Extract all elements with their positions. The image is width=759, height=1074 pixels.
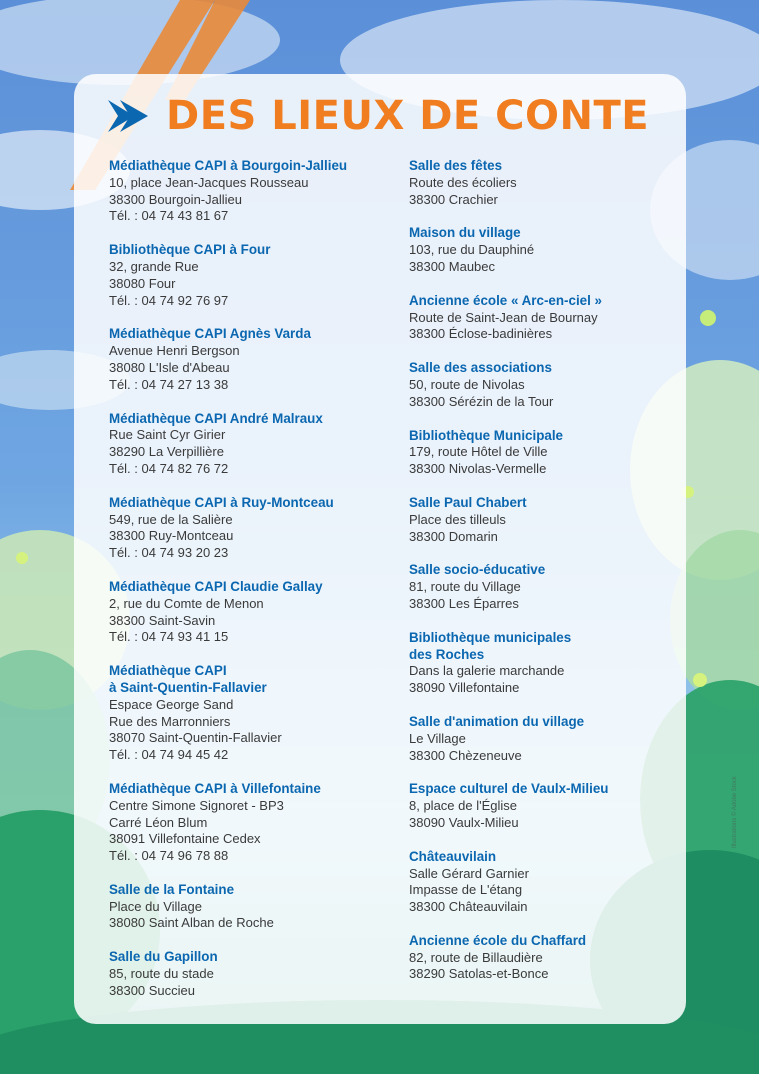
- venue-entry: [409, 714, 679, 764]
- venue-name: Médiathèque CAPI à Bourgoin-Jallieu: [109, 158, 348, 173]
- venue-address-line: 50, route de Nivolas: [409, 376, 525, 392]
- venue-name: Bibliothèque Municipale: [409, 427, 563, 443]
- venue-name: Bibliothèque municipales: [409, 629, 572, 645]
- venue-entry: [109, 326, 399, 393]
- venue-address-line: 85, route du stade: [109, 966, 214, 982]
- venue-address-line: 38300 Châteauvilain: [409, 899, 528, 915]
- venue-address-line: 10, place Jean-Jacques Rousseau: [109, 174, 309, 190]
- venue-name: Médiathèque CAPI Agnès Varda: [109, 326, 311, 342]
- venue-entry: [109, 495, 399, 562]
- venue-address-line: 38300 Saint-Savin: [109, 612, 216, 628]
- venue-address-line: 38080 Four: [109, 275, 176, 291]
- page-title: DES LIEUX DE CONTE: [166, 93, 650, 139]
- venue-address-line: Rue des Marronniers: [109, 713, 231, 729]
- venue-entry: [409, 933, 679, 983]
- venue-address-line: 8, place de l'Église: [409, 798, 517, 814]
- venue-entry: [109, 949, 399, 999]
- venue-address-line: 38080 Saint Alban de Roche: [109, 915, 274, 931]
- venue-address-line: 38090 Villefontaine: [409, 680, 520, 696]
- image-credit: Illustrations © Adobe Stock: [732, 776, 738, 848]
- venue-address-line: Route de Saint-Jean de Bournay: [409, 309, 598, 325]
- venue-address-line: 38300 Maubec: [409, 258, 496, 274]
- venue-name: Bibliothèque CAPI à Four: [109, 242, 271, 258]
- venue-name: Ancienne école « Arc-en-ciel »: [409, 292, 603, 308]
- venue-name: Médiathèque CAPI à Villefontaine: [109, 780, 321, 796]
- right-venue-column: [409, 158, 679, 1000]
- venue-name: à Saint-Quentin-Fallavier: [109, 679, 267, 695]
- venue-address-line: 38300 Succieu: [109, 982, 196, 998]
- venue-address-line: 103, rue du Dauphiné: [409, 242, 535, 258]
- venue-address-line: 81, route du Village: [409, 579, 521, 595]
- venue-address-line: 38300 Les Éparres: [409, 595, 519, 611]
- venue-phone: Tél. : 04 74 96 78 88: [109, 848, 229, 864]
- venue-entry: [409, 630, 679, 697]
- venue-address-line: 38300 Éclose-badinières: [409, 326, 553, 342]
- venue-address-line: Espace George Sand: [109, 696, 234, 712]
- venue-entry: [409, 495, 679, 545]
- venue-address-line: 38290 La Verpillière: [109, 444, 224, 460]
- venue-phone: Tél. : 04 74 92 76 97: [109, 292, 229, 308]
- venue-entry: [409, 360, 679, 410]
- venue-address-line: 38091 Villefontaine Cedex: [109, 831, 261, 847]
- venue-address-line: Le Village: [409, 730, 466, 746]
- venue-address-line: Rue Saint Cyr Girier: [109, 427, 226, 443]
- venue-name: Espace culturel de Vaulx-Milieu: [409, 781, 609, 797]
- venue-address-line: 38300 Chèzeneuve: [409, 747, 522, 763]
- venue-address-line: 38300 Domarin: [409, 528, 498, 544]
- venue-address-line: Place du Village: [109, 898, 202, 914]
- venue-entry: [109, 663, 399, 764]
- chevron-right-icon: [108, 96, 152, 136]
- venue-entry: [409, 225, 679, 275]
- venue-address-line: 38300 Ruy-Montceau: [109, 528, 234, 544]
- venue-phone: Tél. : 04 74 93 41 15: [109, 629, 229, 645]
- venue-phone: Tél. : 04 74 94 45 42: [109, 747, 229, 763]
- venue-name: Salle Paul Chabert: [409, 494, 527, 510]
- venue-name: Médiathèque CAPI à Ruy-Montceau: [109, 494, 334, 510]
- venue-name: Salle du Gapillon: [109, 949, 218, 965]
- venue-entry: [409, 849, 679, 916]
- venue-address-line: Impasse de L'étang: [409, 882, 523, 898]
- venue-name: Maison du village: [409, 225, 521, 241]
- venue-address-line: Carré Léon Blum: [109, 814, 208, 830]
- venue-name: Châteauvilain: [409, 848, 497, 864]
- venue-address-line: Avenue Henri Bergson: [109, 343, 240, 359]
- venue-entry: [109, 411, 399, 478]
- venue-address-line: Centre Simone Signoret - BP3: [109, 797, 284, 813]
- venue-name: Médiathèque CAPI: [109, 663, 227, 679]
- venue-entry: [409, 293, 679, 343]
- venue-address-line: Dans la galerie marchande: [409, 663, 565, 679]
- venue-phone: Tél. : 04 74 93 20 23: [109, 545, 229, 561]
- venue-entry: [109, 158, 399, 225]
- venue-entry: [109, 882, 399, 932]
- venue-entry: [409, 562, 679, 612]
- venue-address-line: Route des écoliers: [409, 174, 517, 190]
- venue-address-line: 32, grande Rue: [109, 258, 199, 274]
- venue-name: Salle de la Fontaine: [109, 881, 235, 897]
- venue-address-line: 38300 Sérézin de la Tour: [409, 393, 554, 409]
- venue-address-line: Salle Gérard Garnier: [409, 865, 529, 881]
- venue-name: Médiathèque CAPI André Malraux: [109, 410, 323, 426]
- venue-entry: [109, 781, 399, 865]
- venue-address-line: 549, rue de la Salière: [109, 511, 233, 527]
- venue-name: Salle socio-éducative: [409, 562, 546, 578]
- venue-address-line: 38090 Vaulx-Milieu: [409, 814, 519, 830]
- venue-phone: Tél. : 04 74 82 76 72: [109, 460, 229, 476]
- venue-address-line: 38300 Nivolas-Vermelle: [409, 461, 547, 477]
- venue-entry: [409, 428, 679, 478]
- venue-entry: [409, 781, 679, 831]
- venue-name: Salle d'animation du village: [409, 713, 585, 729]
- venue-address-line: Place des tilleuls: [409, 511, 506, 527]
- venue-entry: [409, 158, 679, 208]
- venue-entry: [109, 579, 399, 646]
- venue-address-line: 38080 L'Isle d'Abeau: [109, 359, 230, 375]
- venue-address-line: 38300 Crachier: [409, 191, 498, 207]
- venue-name: Médiathèque CAPI Claudie Gallay: [109, 578, 323, 594]
- venue-entry: [109, 242, 399, 309]
- venue-phone: Tél. : 04 74 27 13 38: [109, 376, 229, 392]
- venue-address-line: 38300 Bourgoin-Jallieu: [109, 191, 242, 207]
- venue-name: Salle des fêtes: [409, 158, 503, 173]
- left-venue-column: [109, 158, 399, 1017]
- venue-name: des Roches: [409, 646, 485, 662]
- venue-name: Ancienne école du Chaffard: [409, 932, 587, 948]
- venue-address-line: 38070 Saint-Quentin-Fallavier: [109, 730, 282, 746]
- header: [108, 90, 649, 142]
- venue-name: Salle des associations: [409, 360, 552, 376]
- venue-address-line: 179, route Hôtel de Ville: [409, 444, 548, 460]
- venue-address-line: 82, route de Billaudière: [409, 949, 543, 965]
- venue-address-line: 38290 Satolas-et-Bonce: [409, 966, 549, 982]
- venue-phone: Tél. : 04 74 43 81 67: [109, 208, 229, 224]
- venue-address-line: 2, rue du Comte de Menon: [109, 595, 264, 611]
